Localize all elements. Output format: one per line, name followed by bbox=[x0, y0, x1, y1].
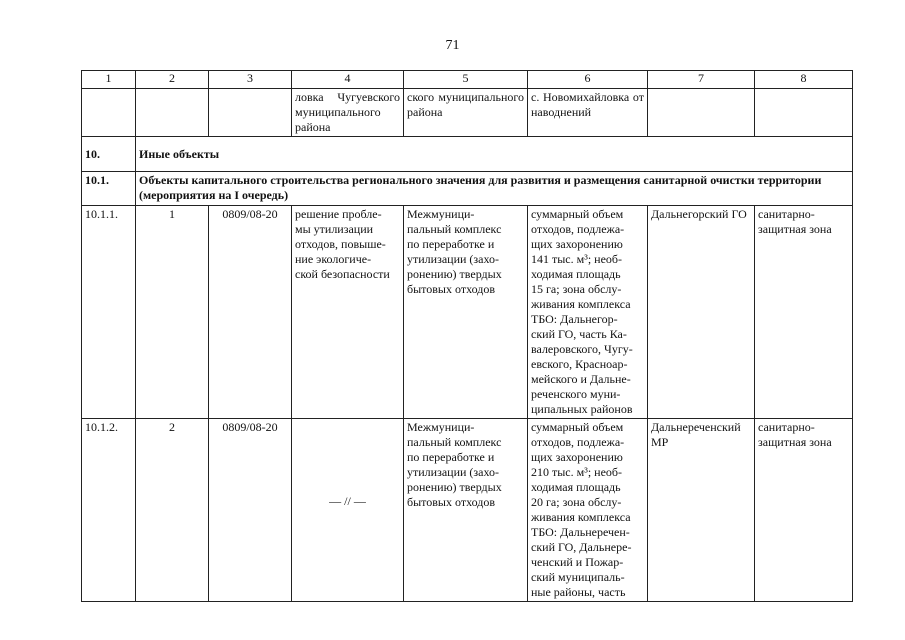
text-line: утилизации (захо- bbox=[407, 252, 500, 266]
text-line: отходов, подлежа- bbox=[531, 435, 625, 449]
text-line: ТБО: Дальнегор- bbox=[531, 312, 618, 326]
table-cell bbox=[648, 89, 755, 137]
row-zone: санитарно-защитная зона bbox=[755, 206, 853, 419]
text-line: отходов, подлежа- bbox=[531, 222, 625, 236]
text-line: ципальных районов bbox=[531, 402, 633, 416]
page-number: 71 bbox=[445, 38, 460, 53]
text-line: живания комплекса bbox=[531, 510, 631, 524]
continuation-row bbox=[82, 89, 853, 137]
text-line: пальный комплекс bbox=[407, 222, 502, 236]
text-line: пальный комплекс bbox=[407, 435, 502, 449]
ditto-mark: — // — bbox=[329, 494, 366, 508]
text-line: Межмуници- bbox=[407, 207, 475, 221]
text-line: 20 га; зона обслу- bbox=[531, 495, 622, 509]
text-line: 141 тыс. м³; необ- bbox=[531, 252, 623, 266]
table-row bbox=[82, 206, 853, 419]
table-cell bbox=[755, 89, 853, 137]
section-number: 10. bbox=[82, 137, 136, 172]
row-object bbox=[404, 206, 528, 419]
text-line: ходимая площадь bbox=[531, 480, 621, 494]
planning-table bbox=[81, 70, 853, 602]
text-line: ходимая площадь bbox=[531, 267, 621, 281]
text-line: 210 тыс. м³; необ- bbox=[531, 465, 623, 479]
continuation-object: ского муниципального района bbox=[404, 89, 528, 137]
column-number-row bbox=[82, 71, 853, 89]
row-purpose bbox=[292, 206, 404, 419]
text-line: мейского и Дальне- bbox=[531, 372, 631, 386]
text-line: бытовых отходов bbox=[407, 282, 496, 296]
text-line: ние экологиче- bbox=[295, 252, 372, 266]
col-header: 6 bbox=[528, 71, 648, 89]
continuation-characteristics: с. Новомихайловка от наводнений bbox=[528, 89, 648, 137]
row-location: Дальнереченский МР bbox=[648, 419, 755, 602]
section-title: Иные объекты bbox=[136, 137, 853, 172]
subsection-row bbox=[82, 172, 853, 206]
text-line: ский ГО, часть Ка- bbox=[531, 327, 627, 341]
text-line: ные районы, часть bbox=[531, 585, 626, 599]
text-line: ронению) твердых bbox=[407, 267, 502, 281]
row-index: 2 bbox=[136, 419, 209, 602]
row-characteristics bbox=[528, 419, 648, 602]
row-location: Дальнегорский ГО bbox=[648, 206, 755, 419]
text-line: по переработке и bbox=[407, 450, 495, 464]
text-line: решение пробле- bbox=[295, 207, 382, 221]
text-line: живания комплекса bbox=[531, 297, 631, 311]
text-line: щих захоронению bbox=[531, 450, 623, 464]
text-line: реченского муни- bbox=[531, 387, 621, 401]
col-header: 2 bbox=[136, 71, 209, 89]
text-line: отходов, повыше- bbox=[295, 237, 386, 251]
text-line: бытовых отходов bbox=[407, 495, 496, 509]
text-line: суммарный объем bbox=[531, 207, 624, 221]
row-purpose bbox=[292, 419, 404, 602]
col-header: 8 bbox=[755, 71, 853, 89]
subsection-number: 10.1. bbox=[82, 172, 136, 206]
text-line: ской безопасности bbox=[295, 267, 390, 281]
col-header: 4 bbox=[292, 71, 404, 89]
text-line: 15 га; зона обслу- bbox=[531, 282, 622, 296]
row-number: 10.1.2. bbox=[82, 419, 136, 602]
text-line: ронению) твердых bbox=[407, 480, 502, 494]
text-line: валеровского, Чугу- bbox=[531, 342, 633, 356]
table-row bbox=[82, 419, 853, 602]
table-cell bbox=[82, 89, 136, 137]
row-code: 0809/08-20 bbox=[209, 419, 292, 602]
continuation-purpose: ловка Чугуевского муниципального района bbox=[292, 89, 404, 137]
text-line: суммарный объем bbox=[531, 420, 624, 434]
text-line: Межмуници- bbox=[407, 420, 475, 434]
text-line: ский муниципаль- bbox=[531, 570, 625, 584]
col-header: 3 bbox=[209, 71, 292, 89]
text-line: ТБО: Дальнеречен- bbox=[531, 525, 630, 539]
text-line: щих захоронению bbox=[531, 237, 623, 251]
text-line: утилизации (захо- bbox=[407, 465, 500, 479]
row-characteristics bbox=[528, 206, 648, 419]
row-number: 10.1.1. bbox=[82, 206, 136, 419]
col-header: 5 bbox=[404, 71, 528, 89]
text-line: ченский и Пожар- bbox=[531, 555, 624, 569]
table-cell bbox=[209, 89, 292, 137]
subsection-title: Объекты капитального строительства регионального значения для развития и размещения санитарной очистки территории (мероприятия на I очередь) bbox=[136, 172, 853, 206]
section-row bbox=[82, 137, 853, 172]
row-index: 1 bbox=[136, 206, 209, 419]
row-code: 0809/08-20 bbox=[209, 206, 292, 419]
text-line: мы утилизации bbox=[295, 222, 374, 236]
text-line: евского, Красноар- bbox=[531, 357, 628, 371]
text-line: ский ГО, Дальнере- bbox=[531, 540, 632, 554]
text-line: по переработке и bbox=[407, 237, 495, 251]
col-header: 1 bbox=[82, 71, 136, 89]
row-object bbox=[404, 419, 528, 602]
row-zone: санитарно-защитная зона bbox=[755, 419, 853, 602]
table-cell bbox=[136, 89, 209, 137]
col-header: 7 bbox=[648, 71, 755, 89]
